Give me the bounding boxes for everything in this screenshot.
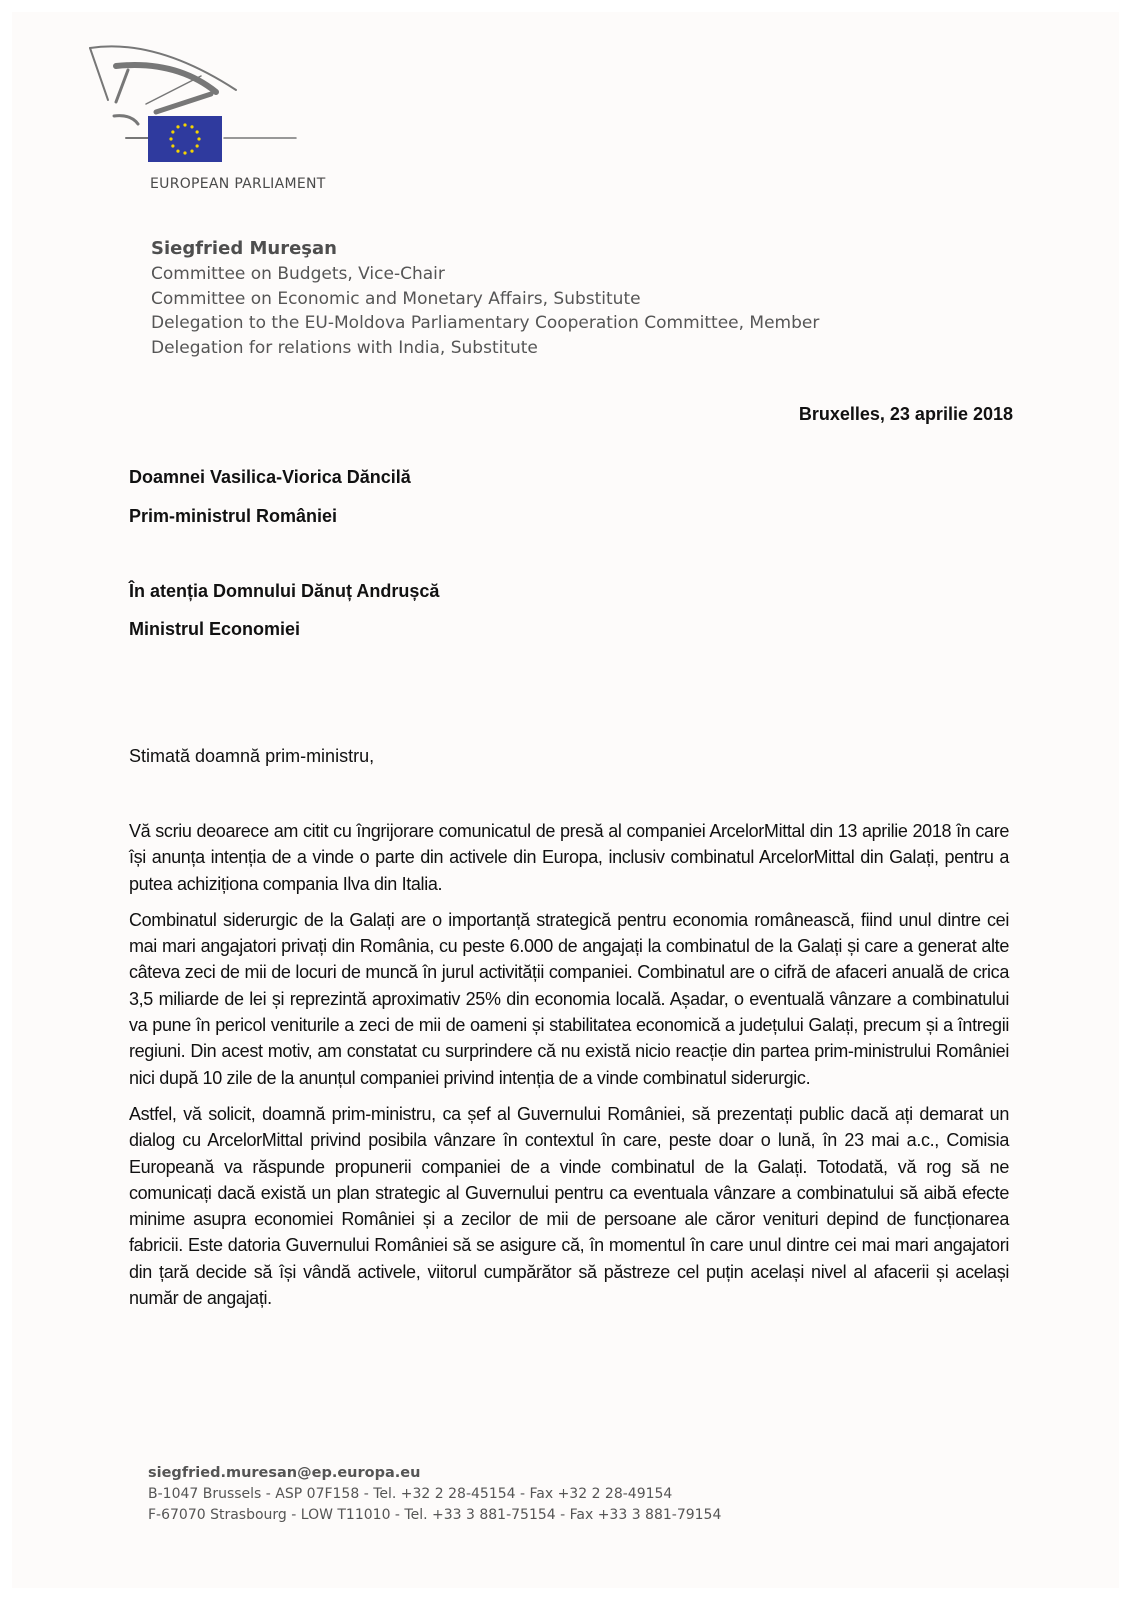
eu-star-icon [183,123,186,126]
attention-name: În atenția Domnului Dănuț Andrușcă [129,581,440,601]
salutation: Stimată doamnă prim-ministru, [129,746,375,766]
sender-name: Siegfried Mureşan [151,238,337,259]
strasbourg-address: F-67070 Strasbourg - LOW T11010 - Tel. +33 3 881-75154 - Fax +33 3 881-79154 [148,1507,722,1523]
contact-footer [148,1462,721,1526]
sender-role: Committee on Budgets, Vice-Chair [151,264,445,284]
email-address: siegfried.muresan@ep.europa.eu [148,1465,421,1481]
eu-star-icon [176,150,179,153]
eu-star-icon [176,125,179,128]
sender-letterhead [151,236,819,360]
eu-star-icon [190,150,193,153]
eu-star-icon [196,130,199,133]
body-paragraph: Vă scriu deoarece am citit cu îngrijorare comunicatul de presă al companiei ArcelorMittal din 13 aprilie 2018 în care își anunța intenția de a vinde o parte din activele din Europa, inclusiv combinatul ArcelorMittal din Galați, pentru a putea achiziționa compania Ilva din Italia. [129,821,1009,894]
sender-role: Delegation for relations with India, Substitute [151,337,538,358]
eu-star-icon [169,137,172,140]
attention-title: Ministrul Economiei [129,619,301,639]
eu-star-icon [183,151,186,154]
brussels-address: B-1047 Brussels - ASP 07F158 - Tel. +32 2 28-45154 - Fax +32 2 28-49154 [148,1486,673,1502]
organization-label: EUROPEAN PARLIAMENT [150,176,326,192]
body-paragraph: Combinatul siderurgic de la Galați are o importanță strategică pentru economia românească, fiind unul dintre cei mai mari angajatori privați din România, cu peste 6.000 de angajați la combinatul de la Galați și care a generat alte câteva zeci de mii de locuri de muncă în jurul activității companiei. Combinatul are o cifră de afaceri anuală de crica 3,5 miliarde de lei și reprezintă aproximativ 25% din economia locală. Așadar, o eventuală vânzare a combinatului va pune în pericol veniturile a zeci de mii de oameni și stabilitatea economică a județului Galați, precum și a întregii regiuni. Din acest motiv, am constatat cu surprindere că nu există nicio reacție din partea prim-ministrului României nici după 10 zile de la anunțul companiei privind intenția de a vinde combinatul siderurgic. [129,909,1009,1088]
sender-role: Committee on Economic and Monetary Affairs, Substitute [151,288,641,309]
body-paragraph: Astfel, vă solicit, doamnă prim-ministru, ca șef al Guvernului României, să prezentați public dacă ați demarat un dialog cu ArcelorMittal privind posibila vânzare în contextul în care, peste doar o lună, în 23 mai a.c., Comisia Europeană va răspunde propunerii companiei de a vinde combinatul de la Galați. Totodată, vă rog să ne comunicați dacă există un plan strategic al Guvernului pentru ca eventuala vânzare a combinatului să aibă efecte minime asupra economiei României și a zecilor de mii de persoane ale căror venituri depind de funcționarea fabricii. Este datoria Guvernului României să se asigure că, în momentul în care unul dintre cei mai mari angajatori din țară decide să își vândă activele, viitorul cumpărător să păstreze cel puțin același nivel al afacerii și același număr de angajați. [129,1103,1009,1309]
eu-star-icon [190,125,193,128]
european-parliament-logo-icon [86,40,316,170]
eu-star-icon [196,144,199,147]
recipient-name: Doamnei Vasilica-Viorica Dăncilă [129,467,411,487]
eu-star-icon [171,144,174,147]
eu-star-icon [197,137,200,140]
letter-body [129,818,1009,1321]
sender-role: Delegation to the EU-Moldova Parliamentary Cooperation Committee, Member [151,313,820,333]
recipient-title: Prim-ministrul României [129,506,338,526]
eu-star-icon [171,130,174,133]
letter-date: Bruxelles, 23 aprilie 2018 [798,404,1013,424]
